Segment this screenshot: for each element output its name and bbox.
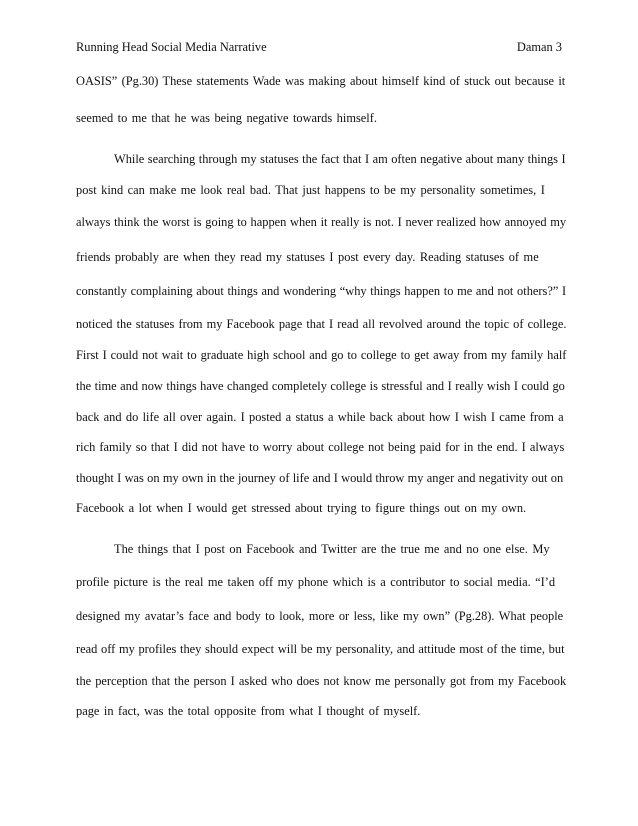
text-line: always think the worst is going to happen when it really is not. I never realized how annoyed my xyxy=(76,215,567,229)
text-line: friends probably are when they read my statuses I post every day. Reading statuses of me xyxy=(76,250,539,264)
page-number: Daman 3 xyxy=(516,40,562,54)
text-line: designed my avatar’s face and body to look, more or less, like my own” (Pg.28). What people xyxy=(76,609,564,623)
text-line: seemed to me that he was being negative towards himself. xyxy=(76,111,377,125)
text-line: back and do life all over again. I posted a status a while back about how I wish I came from a xyxy=(76,410,564,424)
page-header xyxy=(76,39,562,55)
text-line: read off my profiles they should expect will be my personality, and attitude most of the time, but xyxy=(76,642,565,656)
text-line: page in fact, was the total opposite from what I thought of myself. xyxy=(76,704,421,718)
text-line: the perception that the person I asked who does not know me personally got from my Facebook xyxy=(76,674,567,688)
text-line: profile picture is the real me taken off my phone which is a contributor to social media. “I’d xyxy=(76,575,556,589)
text-line: the time and now things have changed completely college is stressful and I really wish I could go xyxy=(76,379,565,393)
running-head: Running Head Social Media Narrative xyxy=(76,40,267,54)
text-line: First I could not wait to graduate high school and go to college to get away from my family half xyxy=(76,348,567,362)
text-line: Facebook a lot when I would get stressed about trying to figure things out on my own. xyxy=(76,501,527,515)
text-line: rich family so that I did not have to worry about college not being paid for in the end. I always xyxy=(76,440,565,454)
text-line: post kind can make me look real bad. That just happens to be my personality sometimes, I xyxy=(76,183,545,197)
text-line: OASIS” (Pg.30) These statements Wade was making about himself kind of stuck out because it xyxy=(76,74,566,88)
paragraph-start-line: The things that I post on Facebook and Twitter are the true me and no one else. My xyxy=(114,542,550,556)
text-line: constantly complaining about things and wondering “why things happen to me and not others?” I xyxy=(76,284,567,298)
paragraph-start-line: While searching through my statuses the fact that I am often negative about many things I xyxy=(114,152,566,166)
text-line: noticed the statuses from my Facebook page that I read all revolved around the topic of college. xyxy=(76,317,567,331)
text-line: thought I was on my own in the journey of life and I would throw my anger and negativity out on xyxy=(76,471,564,485)
